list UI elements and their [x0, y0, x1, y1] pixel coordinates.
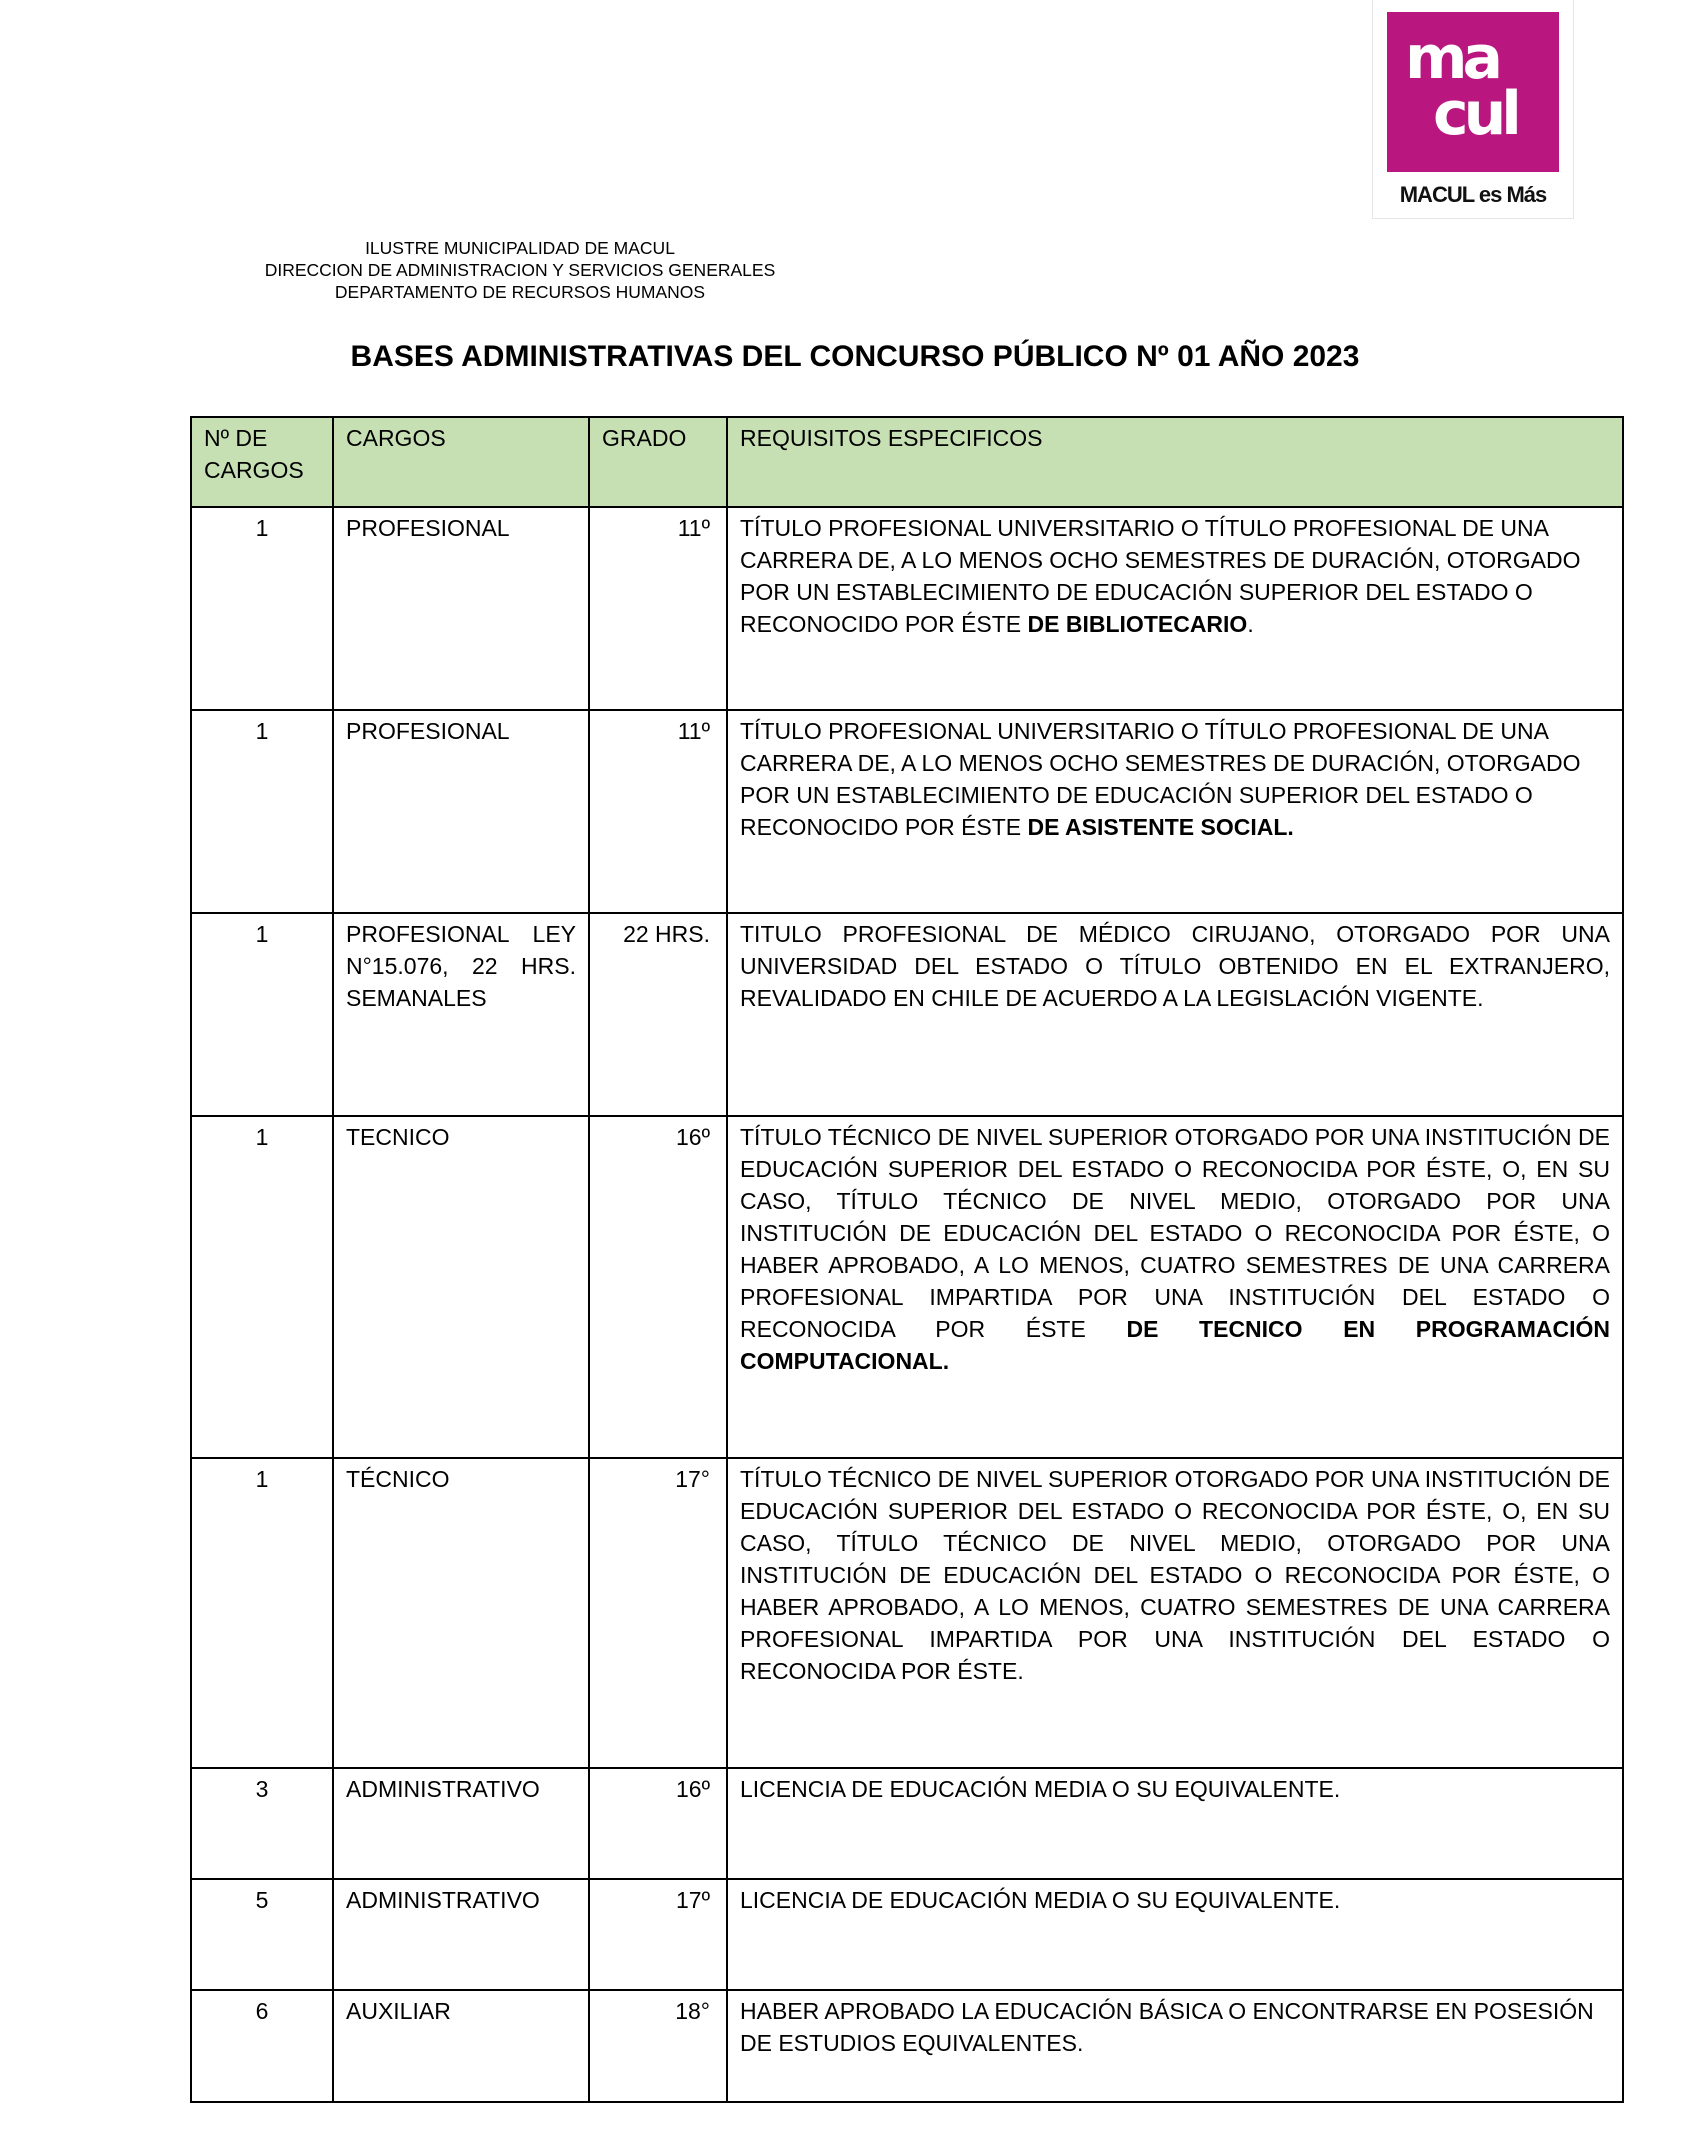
logo-line-1: ma [1405, 23, 1499, 93]
cell-grado: 16º [589, 1768, 727, 1879]
cell-requisitos [727, 507, 1623, 710]
req-bold: DE BIBLIOTECARIO [1027, 611, 1248, 637]
macul-logo [1372, 0, 1574, 219]
organization-header [190, 237, 850, 303]
table-row [191, 1768, 1623, 1879]
table-row [191, 710, 1623, 913]
cell-requisitos: HABER APROBADO LA EDUCACIÓN BÁSICA O ENCONTRARSE EN POSESIÓN DE ESTUDIOS EQUIVALENTES. [727, 1990, 1623, 2102]
org-line-2: DIRECCION DE ADMINISTRACION Y SERVICIOS GENERALES [264, 260, 776, 280]
req-text: TÍTULO TÉCNICO DE NIVEL SUPERIOR OTORGADO POR UNA INSTITUCIÓN DE EDUCACIÓN SUPERIOR DEL ESTADO O RECONOCIDA POR ÉSTE, O, EN SU CASO, TÍTULO TÉCNICO DE NIVEL MEDIO, OTORGADO POR UNA INSTITUCIÓN DE EDUCACIÓN DEL ESTADO O RECONOCIDA POR ÉSTE, O HABER APROBADO, A LO MENOS, CUATRO SEMESTRES DE UNA CARRERA PROFESIONAL IMPARTIDA POR UNA INSTITUCIÓN DEL ESTADO O RECONOCIDA POR ÉSTE [740, 1124, 1610, 1342]
cell-grado: 11º [589, 507, 727, 710]
cell-num: 1 [191, 507, 333, 710]
cell-grado: 17° [589, 1458, 727, 1768]
cell-cargo: PROFESIONAL LEY N°15.076, 22 HRS. SEMANALES [333, 913, 589, 1116]
logo-tagline: MACUL es Más [1399, 182, 1547, 207]
logo-line-2: cul [1433, 79, 1517, 149]
cell-grado: 16º [589, 1116, 727, 1458]
cell-num: 3 [191, 1768, 333, 1879]
logo-badge [1387, 12, 1559, 172]
req-text: TÍTULO PROFESIONAL UNIVERSITARIO O TÍTULO PROFESIONAL DE UNA CARRERA DE, A LO MENOS OCHO SEMESTRES DE DURACIÓN, OTORGADO POR UN ESTABLECIMIENTO DE EDUCACIÓN SUPERIOR DEL ESTADO O RECONOCIDO POR ÉSTE [740, 718, 1581, 840]
table-row [191, 913, 1623, 1116]
req-text: TÍTULO PROFESIONAL UNIVERSITARIO O TÍTULO PROFESIONAL DE UNA CARRERA DE, A LO MENOS OCHO SEMESTRES DE DURACIÓN, OTORGADO POR UN ESTABLECIMIENTO DE EDUCACIÓN SUPERIOR DEL ESTADO O RECONOCIDO POR ÉSTE [740, 515, 1581, 637]
req-end: . [1247, 611, 1254, 637]
header-num-cargos: Nº DE CARGOS [191, 417, 333, 507]
cell-num: 1 [191, 913, 333, 1116]
header-cargos: CARGOS [333, 417, 589, 507]
positions-table [190, 416, 1624, 2103]
cell-requisitos [727, 1116, 1623, 1458]
req-bold: DE ASISTENTE SOCIAL. [1027, 814, 1294, 840]
cell-requisitos: TÍTULO TÉCNICO DE NIVEL SUPERIOR OTORGADO POR UNA INSTITUCIÓN DE EDUCACIÓN SUPERIOR DEL ESTADO O RECONOCIDA POR ÉSTE, O, EN SU CASO, TÍTULO TÉCNICO DE NIVEL MEDIO, OTORGADO POR UNA INSTITUCIÓN DE EDUCACIÓN DEL ESTADO O RECONOCIDA POR ÉSTE, O HABER APROBADO, A LO MENOS, CUATRO SEMESTRES DE UNA CARRERA PROFESIONAL IMPARTIDA POR UNA INSTITUCIÓN DEL ESTADO O RECONOCIDA POR ÉSTE. [727, 1458, 1623, 1768]
logo-wordmark [1405, 23, 1517, 149]
table-row [191, 1990, 1623, 2102]
cell-num: 6 [191, 1990, 333, 2102]
cell-grado: 17º [589, 1879, 727, 1990]
cell-requisitos: LICENCIA DE EDUCACIÓN MEDIA O SU EQUIVALENTE. [727, 1768, 1623, 1879]
cell-grado: 11º [589, 710, 727, 913]
cell-cargo: PROFESIONAL [333, 710, 589, 913]
cell-num: 5 [191, 1879, 333, 1990]
header-grado: GRADO [589, 417, 727, 507]
table-row [191, 507, 1623, 710]
org-line-1: ILUSTRE MUNICIPALIDAD DE MACUL [365, 238, 675, 258]
table-header-row [191, 417, 1623, 507]
cell-cargo: ADMINISTRATIVO [333, 1879, 589, 1990]
cell-requisitos [727, 710, 1623, 913]
header-requisitos: REQUISITOS ESPECIFICOS [727, 417, 1623, 507]
cell-requisitos: TITULO PROFESIONAL DE MÉDICO CIRUJANO, OTORGADO POR UNA UNIVERSIDAD DEL ESTADO O TÍTULO OBTENIDO EN EL EXTRANJERO, REVALIDADO EN CHILE DE ACUERDO A LA LEGISLACIÓN VIGENTE. [727, 913, 1623, 1116]
table-row [191, 1116, 1623, 1458]
cell-grado: 18° [589, 1990, 727, 2102]
cell-num: 1 [191, 710, 333, 913]
document-title: BASES ADMINISTRATIVAS DEL CONCURSO PÚBLICO Nº 01 AÑO 2023 [350, 340, 1360, 373]
cell-num: 1 [191, 1458, 333, 1768]
cell-cargo: PROFESIONAL [333, 507, 589, 710]
cell-num: 1 [191, 1116, 333, 1458]
req-bold: DE TECNICO EN PROGRAMACIÓN COMPUTACIONAL. [740, 1316, 1611, 1374]
cell-requisitos: LICENCIA DE EDUCACIÓN MEDIA O SU EQUIVALENTE. [727, 1879, 1623, 1990]
table-row [191, 1458, 1623, 1768]
cell-cargo: TÉCNICO [333, 1458, 589, 1768]
org-line-3: DEPARTAMENTO DE RECURSOS HUMANOS [334, 282, 706, 302]
cell-cargo: ADMINISTRATIVO [333, 1768, 589, 1879]
table-row [191, 1879, 1623, 1990]
cell-cargo: TECNICO [333, 1116, 589, 1458]
cell-cargo: AUXILIAR [333, 1990, 589, 2102]
cell-grado: 22 HRS. [589, 913, 727, 1116]
